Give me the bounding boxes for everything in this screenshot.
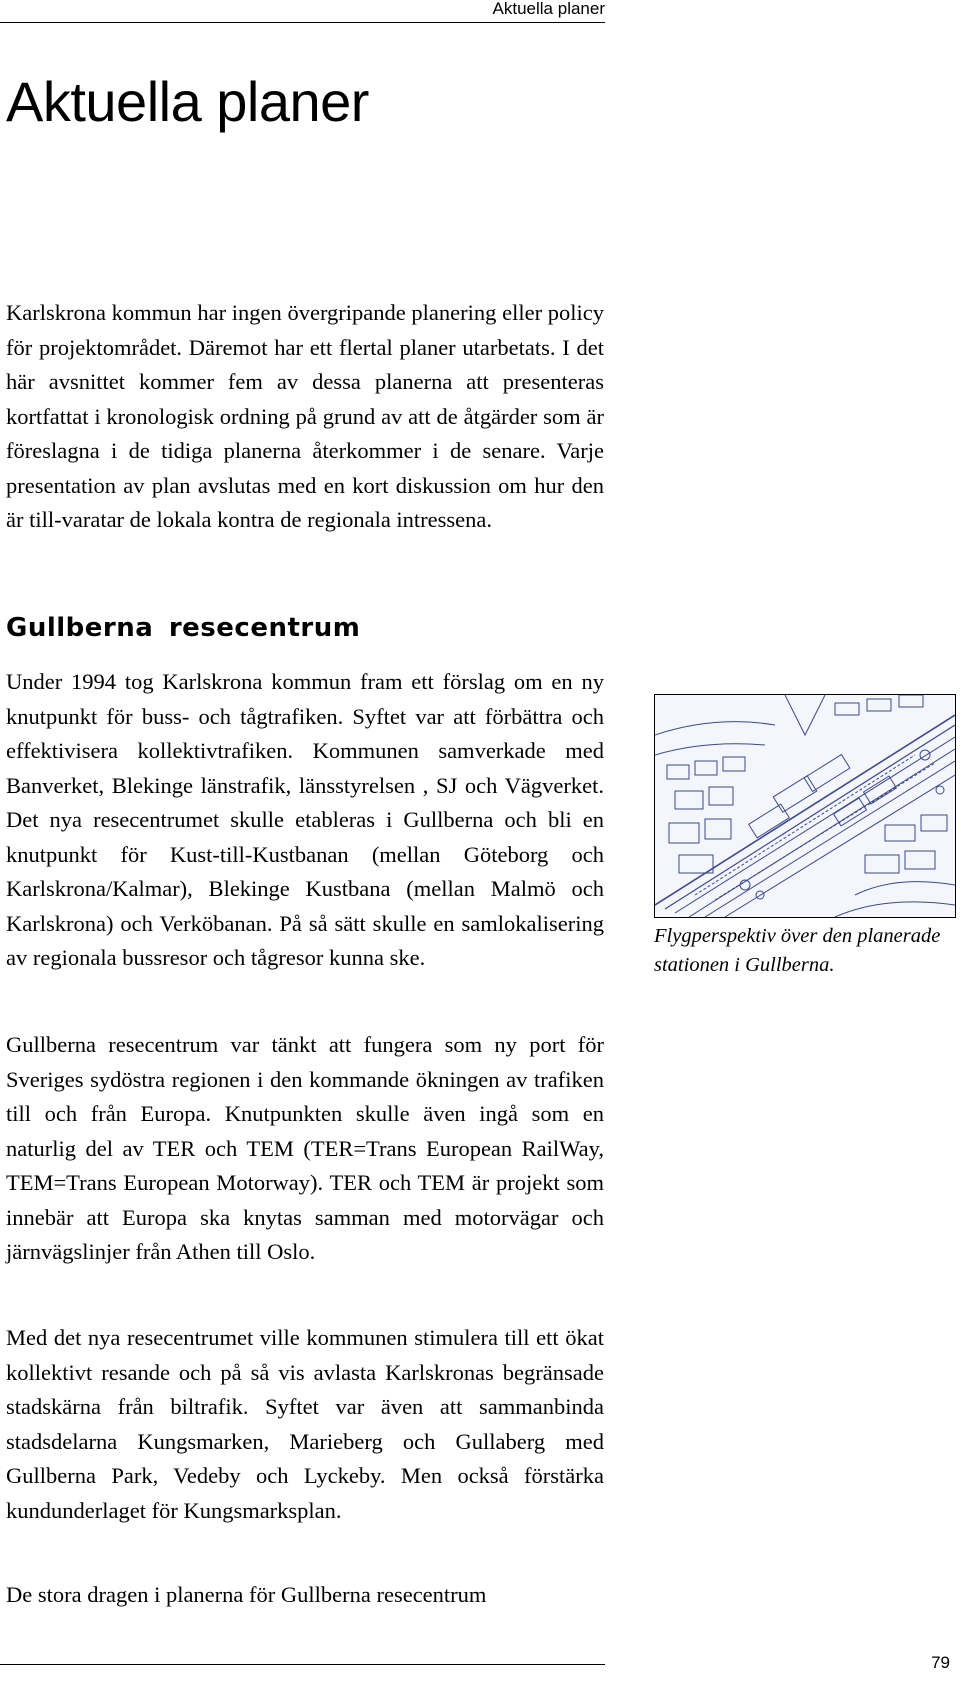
section-body (6, 665, 604, 976)
figure-caption: Flygperspektiv över den planerade stationen i Gullberna. (654, 925, 941, 976)
intro-block (6, 296, 604, 538)
section-heading: Gullberna resecentrum (6, 613, 361, 643)
running-header (0, 0, 605, 23)
running-header-title: Aktuella planer (492, 0, 605, 18)
intro-paragraph: Karlskrona kommun har ingen övergripande planering eller policy för projektområdet. Däremot har ett flertal planer utarbetats. I det här avsnittet kommer fem av dessa planerna att presenteras kortfattat i kronologisk ordning på grund av att de åtgärder som är föreslagna i de tidiga planerna återkommer i de senare. Varje presentation av plan avslutas med en kort diskussion om hur den är till-varatar de lokala kontra de regionala intressena. (6, 300, 604, 532)
aerial-view-figure (654, 694, 956, 918)
footer-rule (0, 1664, 605, 1665)
section-body-3 (6, 1321, 604, 1528)
section-paragraph-1: Under 1994 tog Karlskrona kommun fram ett förslag om en ny knutpunkt för buss- och tågtrafiken. Syftet var att förbättra och effektivisera kollektivtrafiken. Kommunen samverkade med Banverket, Blekinge länstrafik, länsstyrelsen , SJ och Vägverket. Det nya resecentrumet skulle etableras i Gullberna och bli en knutpunkt för Kust-till-Kustbanan (mellan Göteborg och Karlskrona/Kalmar), Blekinge Kustbana (mellan Malmö och Karlskrona) och Verköbanan. På så sätt skulle en samlokalisering av regionala bussresor och tågresor kunna ske. (6, 669, 604, 970)
section-body-2 (6, 1028, 604, 1270)
page-title: Aktuella planer (6, 70, 369, 133)
section-body-4 (6, 1578, 604, 1613)
page-number: 79 (931, 1653, 950, 1672)
aerial-sketch (655, 695, 955, 917)
section-paragraph-2: Gullberna resecentrum var tänkt att fungera som ny port för Sveriges sydöstra regionen i den kommande ökningen av trafiken till och från Europa. Knutpunkten skulle även ingå som en naturlig del av TER och TEM (TER=Trans European RailWay, TEM=Trans European Motorway). TER och TEM är projekt som innebär att Europa ska knytas samman med motorvägar och järnvägslinjer från Athen till Oslo. (6, 1032, 604, 1264)
section-paragraph-3: Med det nya resecentrumet ville kommunen stimulera till ett ökat kollektivt resande och på så vis avlasta Karlskronas begränsade stadskärna från biltrafik. Syftet var även att sammanbinda stadsdelarna Kungsmarken, Marieberg och Gullaberg med Gullberna Park, Vedeby och Lyckeby. Men också förstärka kundunderlaget för Kungsmarksplan. (6, 1325, 604, 1523)
section-paragraph-4: De stora dragen i planerna för Gullberna resecentrum (6, 1582, 487, 1607)
